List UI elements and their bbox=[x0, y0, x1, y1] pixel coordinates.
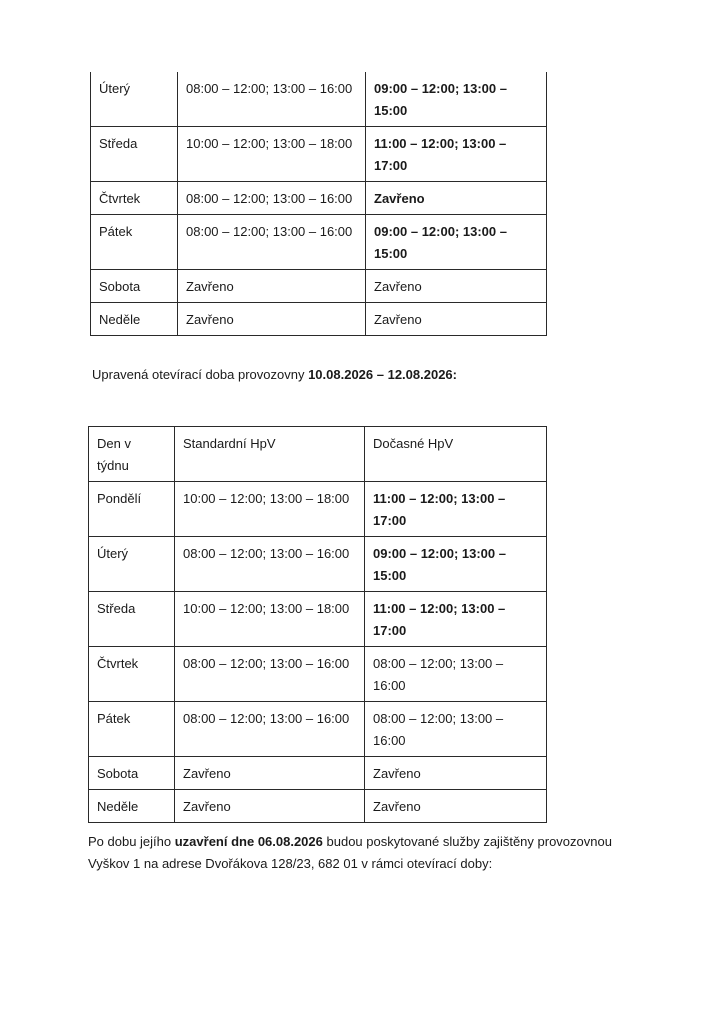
heading-text: Upravená otevírací doba provozovny bbox=[92, 367, 309, 382]
standard-hours-cell: Zavřeno bbox=[175, 757, 365, 790]
standard-hours-cell: Zavřeno bbox=[178, 270, 366, 303]
table-row bbox=[89, 537, 547, 592]
day-cell: Neděle bbox=[89, 790, 175, 823]
temporary-hours-cell: 08:00 – 12:00; 13:00 – 16:00 bbox=[365, 647, 547, 702]
temporary-hours-cell: 09:00 – 12:00; 13:00 – 15:00 bbox=[366, 72, 547, 127]
temporary-hours-cell: 11:00 – 12:00; 13:00 – 17:00 bbox=[365, 482, 547, 537]
table-row bbox=[89, 482, 547, 537]
date-range: 10.08.2026 – 12.08.2026: bbox=[308, 367, 457, 382]
temporary-hours-cell: 11:00 – 12:00; 13:00 – 17:00 bbox=[366, 127, 547, 182]
temporary-hours-cell: Zavřeno bbox=[366, 270, 547, 303]
standard-hours-cell: 08:00 – 12:00; 13:00 – 16:00 bbox=[175, 647, 365, 702]
table-row bbox=[91, 182, 547, 215]
day-cell: Sobota bbox=[91, 270, 178, 303]
table-row bbox=[91, 127, 547, 182]
day-cell: Pátek bbox=[91, 215, 178, 270]
closure-date: uzavření dne 06.08.2026 bbox=[174, 834, 323, 849]
hours-table bbox=[88, 426, 547, 823]
day-cell: Neděle bbox=[91, 303, 178, 336]
table-header-row bbox=[89, 427, 547, 482]
standard-hours-cell: 10:00 – 12:00; 13:00 – 18:00 bbox=[175, 482, 365, 537]
table-row bbox=[91, 303, 547, 336]
header-standard: Standardní HpV bbox=[175, 427, 365, 482]
day-cell: Středa bbox=[91, 127, 178, 182]
day-cell: Úterý bbox=[89, 537, 175, 592]
paragraph-text-start: Po dobu jejího bbox=[88, 834, 175, 849]
table-row bbox=[89, 647, 547, 702]
table-row bbox=[89, 757, 547, 790]
table-row bbox=[89, 702, 547, 757]
temporary-hours-cell: 09:00 – 12:00; 13:00 – 15:00 bbox=[365, 537, 547, 592]
closure-paragraph bbox=[88, 831, 648, 875]
adjusted-hours-heading bbox=[92, 364, 457, 386]
temporary-hours-cell: Zavřeno bbox=[365, 790, 547, 823]
temporary-hours-cell: Zavřeno bbox=[366, 182, 547, 215]
temporary-hours-cell: Zavřeno bbox=[365, 757, 547, 790]
standard-hours-cell: 10:00 – 12:00; 13:00 – 18:00 bbox=[175, 592, 365, 647]
paragraph-text-end: budou poskytované služby zajištěny provozovnou Vyškov 1 na adrese Dvořákova 128/23, 682 01 v rámci otevírací doby: bbox=[88, 834, 612, 871]
standard-hours-cell: Zavřeno bbox=[175, 790, 365, 823]
temporary-hours-cell: 11:00 – 12:00; 13:00 – 17:00 bbox=[365, 592, 547, 647]
day-cell: Čtvrtek bbox=[91, 182, 178, 215]
day-cell: Pondělí bbox=[89, 482, 175, 537]
table-row bbox=[89, 592, 547, 647]
table-row bbox=[89, 790, 547, 823]
standard-hours-cell: 10:00 – 12:00; 13:00 – 18:00 bbox=[178, 127, 366, 182]
day-cell: Středa bbox=[89, 592, 175, 647]
day-cell: Sobota bbox=[89, 757, 175, 790]
table-row bbox=[91, 72, 547, 127]
table-row bbox=[91, 270, 547, 303]
header-temporary: Dočasné HpV bbox=[365, 427, 547, 482]
standard-hours-cell: 08:00 – 12:00; 13:00 – 16:00 bbox=[175, 537, 365, 592]
day-cell: Pátek bbox=[89, 702, 175, 757]
hours-table-continued bbox=[90, 72, 547, 336]
standard-hours-cell: Zavřeno bbox=[178, 303, 366, 336]
temporary-hours-cell: 08:00 – 12:00; 13:00 – 16:00 bbox=[365, 702, 547, 757]
day-cell: Úterý bbox=[91, 72, 178, 127]
temporary-hours-cell: Zavřeno bbox=[366, 303, 547, 336]
temporary-hours-cell: 09:00 – 12:00; 13:00 – 15:00 bbox=[366, 215, 547, 270]
day-cell: Čtvrtek bbox=[89, 647, 175, 702]
standard-hours-cell: 08:00 – 12:00; 13:00 – 16:00 bbox=[175, 702, 365, 757]
table-row bbox=[91, 215, 547, 270]
standard-hours-cell: 08:00 – 12:00; 13:00 – 16:00 bbox=[178, 215, 366, 270]
standard-hours-cell: 08:00 – 12:00; 13:00 – 16:00 bbox=[178, 182, 366, 215]
standard-hours-cell: 08:00 – 12:00; 13:00 – 16:00 bbox=[178, 72, 366, 127]
header-day: Den v týdnu bbox=[89, 427, 175, 482]
